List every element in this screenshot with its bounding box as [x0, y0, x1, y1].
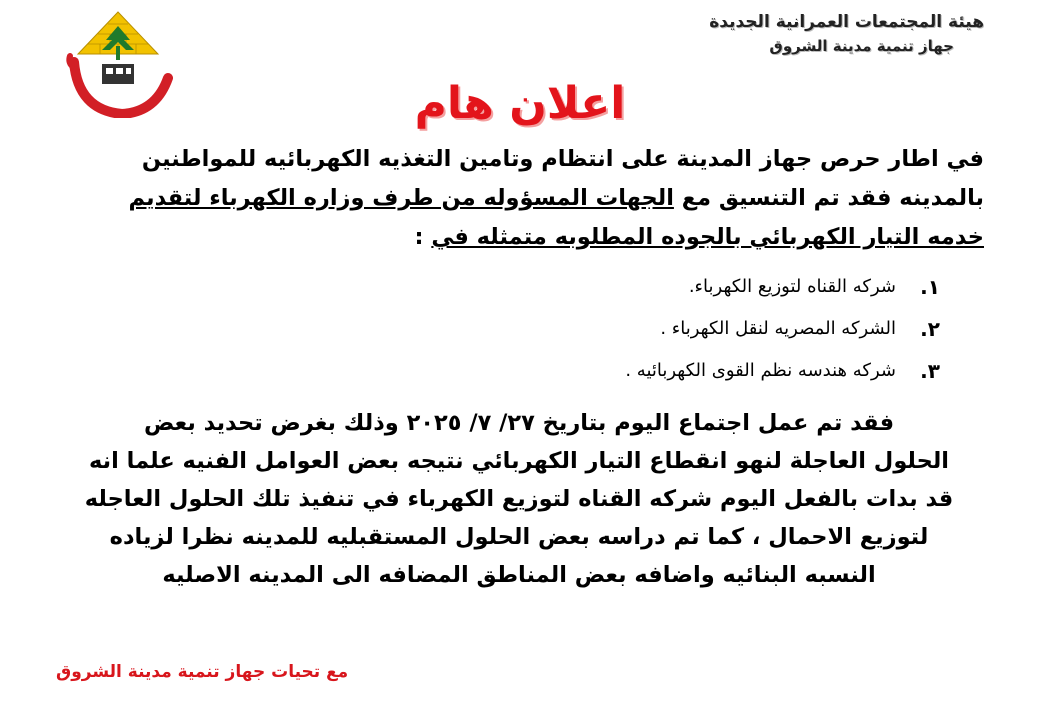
intro-line-2-underlined: الجهات المسؤوله من طرف وزاره الكهرباء لتقديم: [128, 185, 674, 211]
intro-line-3-tail: :: [414, 224, 432, 250]
agency-name: جهاز تنمية مدينة الشروق: [769, 37, 954, 55]
list-item: [140, 350, 940, 392]
company-name: شركه هندسه نظم القوى الكهربائيه .: [625, 360, 896, 381]
announcement-title: اعلان هام: [414, 78, 626, 129]
body-line: الحلول العاجلة لنهو انقطاع التيار الكهربائي نتيجه بعض العوامل الفنيه علما انه: [88, 448, 949, 474]
body-line: لتوزيع الاحمال ، كما تم دراسه بعض الحلول المستقبليه للمدينه نظرا لزياده: [109, 524, 929, 550]
body-line: فقد تم عمل اجتماع اليوم بتاريخ ٢٧/ ٧/ ٢٠٢٥ وذلك بغرض تحديد بعض: [143, 410, 895, 436]
closing-signature: مع تحيات جهاز تنمية مدينة الشروق: [56, 662, 349, 682]
intro-paragraph: [54, 140, 984, 257]
body-line: النسبه البنائيه واضافه بعض المناطق المضافه الى المدينه الاصليه: [162, 562, 876, 588]
list-item: [140, 266, 940, 308]
list-number: ٢.: [920, 317, 940, 341]
body-line: قد بدات بالفعل اليوم شركه القناه لتوزيع الكهرباء في تنفيذ تلك الحلول العاجله: [84, 486, 954, 512]
intro-line-1: في اطار حرص جهاز المدينة على انتظام وتامين التغذيه الكهربائيه للمواطنين: [141, 146, 984, 172]
intro-line-3-underlined: خدمه التيار الكهربائي بالجوده المطلوبه متمثله في: [431, 224, 984, 250]
company-name: الشركه المصريه لنقل الكهرباء .: [660, 318, 896, 339]
company-name: شركه القناه لتوزيع الكهرباء.: [688, 276, 896, 297]
intro-line-2: بالمدينه فقد تم التنسيق مع: [673, 185, 984, 211]
list-number: ٣.: [920, 359, 940, 383]
organization-header: [564, 10, 984, 58]
org-name: هيئة المجتمعات العمرانية الجديدة: [709, 12, 984, 32]
list-item: [140, 308, 940, 350]
companies-list: [140, 266, 940, 392]
body-paragraph: [54, 404, 984, 594]
list-number: ١.: [920, 275, 940, 299]
